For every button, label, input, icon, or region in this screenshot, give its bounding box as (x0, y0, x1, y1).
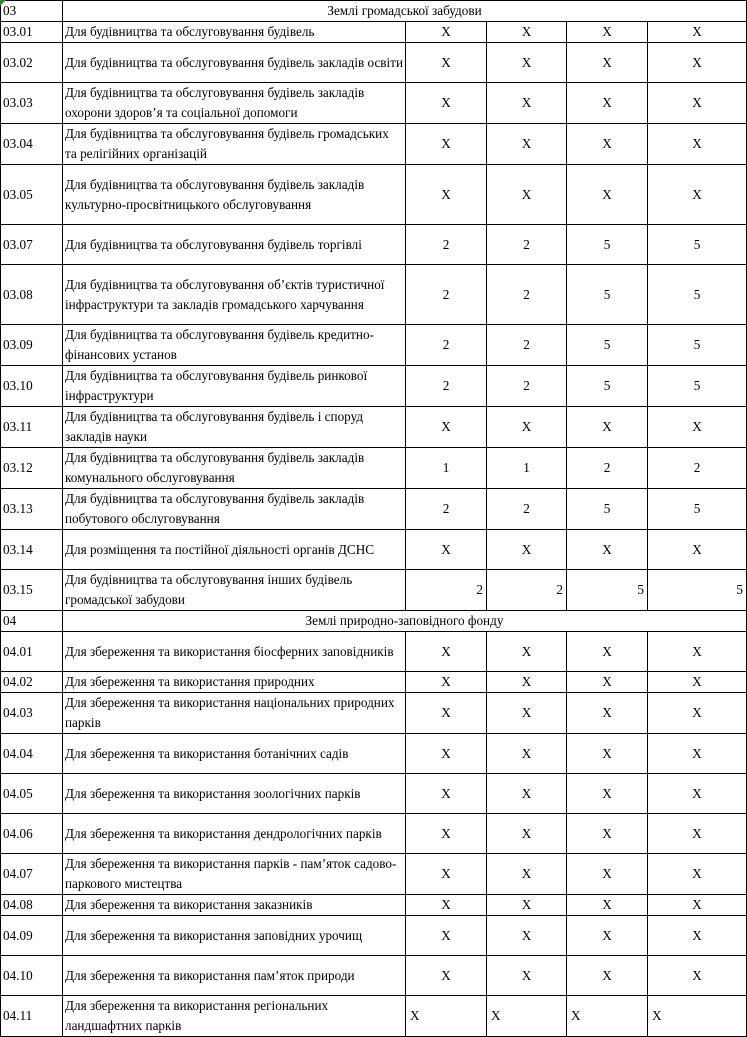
value-cell: X (406, 734, 487, 774)
value-cell: 2 (406, 225, 487, 265)
row-description: Для будівництва та обслуговування будівель закладів побутового обслуговування (63, 489, 406, 530)
value-cell: X (567, 956, 648, 996)
value-cell: X (487, 956, 567, 996)
value-cell: X (567, 165, 648, 225)
table-row (1, 165, 747, 225)
value-cell: X (406, 956, 487, 996)
value-cell: X (648, 124, 747, 165)
value-cell: 2 (487, 265, 567, 325)
value-cell: X (487, 774, 567, 814)
value-cell: X (487, 632, 567, 672)
value-cell: X (406, 672, 487, 693)
row-code: 03.02 (1, 43, 63, 83)
row-description: Для збереження та використання біосферних заповідників (63, 632, 406, 672)
row-description: Для збереження та використання природних (63, 672, 406, 693)
section-title: Землі громадської забудови (63, 1, 747, 22)
value-cell: 2 (487, 570, 567, 611)
value-cell: X (487, 672, 567, 693)
row-description: Для будівництва та обслуговування будівель закладів комунального обслуговування (63, 448, 406, 489)
table-row (1, 672, 747, 693)
table-row (1, 448, 747, 489)
table-row (1, 530, 747, 570)
value-cell: X (648, 996, 747, 1037)
table-row (1, 734, 747, 774)
value-cell: 1 (406, 448, 487, 489)
row-code: 03.04 (1, 124, 63, 165)
row-description: Для будівництва та обслуговування будівель закладів охорони здоров’я та соціальної допомоги (63, 83, 406, 124)
row-code: 04.03 (1, 693, 63, 734)
row-description: Для збереження та використання заказників (63, 895, 406, 916)
value-cell: 5 (648, 265, 747, 325)
value-cell: 2 (406, 570, 487, 611)
value-cell: 2 (648, 448, 747, 489)
row-code: 04.11 (1, 996, 63, 1037)
value-cell: X (648, 734, 747, 774)
value-cell: X (487, 43, 567, 83)
value-cell: X (567, 734, 648, 774)
row-description: Для збереження та використання ботанічних садів (63, 734, 406, 774)
value-cell: X (567, 83, 648, 124)
value-cell: X (406, 916, 487, 956)
row-code: 03.05 (1, 165, 63, 225)
value-cell: X (648, 854, 747, 895)
value-cell: X (487, 407, 567, 448)
value-cell: X (648, 165, 747, 225)
value-cell: X (567, 854, 648, 895)
table-row (1, 854, 747, 895)
value-cell: 2 (487, 366, 567, 407)
value-cell: X (406, 774, 487, 814)
value-cell: X (406, 43, 487, 83)
value-cell: X (487, 165, 567, 225)
value-cell: X (487, 22, 567, 43)
value-cell: X (648, 22, 747, 43)
value-cell: 5 (648, 489, 747, 530)
row-code: 04.06 (1, 814, 63, 854)
table-row (1, 570, 747, 611)
value-cell: X (487, 530, 567, 570)
value-cell: X (487, 916, 567, 956)
row-code: 03.01 (1, 22, 63, 43)
table-row (1, 956, 747, 996)
value-cell: X (406, 407, 487, 448)
table-row (1, 43, 747, 83)
value-cell: X (567, 774, 648, 814)
value-cell: X (648, 774, 747, 814)
row-description: Для будівництва та обслуговування будівель кредитно-фінансових установ (63, 325, 406, 366)
value-cell: X (648, 530, 747, 570)
section-header-row (1, 1, 747, 22)
table-row (1, 916, 747, 956)
section-title: Землі природно-заповідного фонду (63, 611, 747, 632)
value-cell: 5 (567, 325, 648, 366)
value-cell: X (567, 124, 648, 165)
value-cell: X (406, 124, 487, 165)
value-cell: 5 (567, 225, 648, 265)
row-code: 04.08 (1, 895, 63, 916)
value-cell: 5 (648, 570, 747, 611)
value-cell: 5 (567, 489, 648, 530)
table-row (1, 265, 747, 325)
section-header-row (1, 611, 747, 632)
value-cell: X (406, 814, 487, 854)
value-cell: X (406, 996, 487, 1037)
value-cell: X (487, 124, 567, 165)
value-cell: X (487, 734, 567, 774)
value-cell: 5 (648, 366, 747, 407)
value-cell: X (648, 83, 747, 124)
value-cell: X (567, 693, 648, 734)
value-cell: 5 (648, 325, 747, 366)
value-cell: X (567, 814, 648, 854)
value-cell: X (406, 632, 487, 672)
table-row (1, 22, 747, 43)
row-description: Для будівництва та обслуговування інших будівель громадської забудови (63, 570, 406, 611)
row-description: Для будівництва та обслуговування будівель закладів освіти (63, 43, 406, 83)
row-code: 03.12 (1, 448, 63, 489)
row-code: 03.14 (1, 530, 63, 570)
row-code: 03.11 (1, 407, 63, 448)
value-cell: X (487, 814, 567, 854)
value-cell: X (406, 22, 487, 43)
row-description: Для будівництва та обслуговування будівель ринкової інфраструктури (63, 366, 406, 407)
value-cell: 5 (567, 570, 648, 611)
value-cell: X (648, 632, 747, 672)
value-cell: 1 (487, 448, 567, 489)
row-code: 04.10 (1, 956, 63, 996)
cell-error-indicator (0, 0, 6, 6)
value-cell: X (406, 83, 487, 124)
value-cell: X (648, 693, 747, 734)
value-cell: X (567, 672, 648, 693)
value-cell: X (567, 530, 648, 570)
table-row (1, 83, 747, 124)
table-row (1, 996, 747, 1037)
row-description: Для будівництва та обслуговування будівель закладів культурно-просвітницького обслуговування (63, 165, 406, 225)
value-cell: 2 (487, 225, 567, 265)
value-cell: 2 (406, 325, 487, 366)
section-code: 04 (1, 611, 63, 632)
value-cell: 2 (487, 489, 567, 530)
row-description: Для збереження та використання заповідних урочищ (63, 916, 406, 956)
row-code: 03.08 (1, 265, 63, 325)
value-cell: X (487, 854, 567, 895)
table-row (1, 693, 747, 734)
value-cell: 2 (406, 265, 487, 325)
table-row (1, 774, 747, 814)
value-cell: 5 (567, 265, 648, 325)
row-description: Для будівництва та обслуговування будівель (63, 22, 406, 43)
value-cell: X (648, 672, 747, 693)
row-code: 04.04 (1, 734, 63, 774)
value-cell: 2 (406, 366, 487, 407)
value-cell: X (406, 895, 487, 916)
value-cell: X (648, 895, 747, 916)
table-row (1, 366, 747, 407)
row-description: Для будівництва та обслуговування будівель і споруд закладів науки (63, 407, 406, 448)
table-row (1, 489, 747, 530)
value-cell: X (567, 22, 648, 43)
value-cell: X (648, 43, 747, 83)
table-row (1, 895, 747, 916)
value-cell: 2 (567, 448, 648, 489)
row-code: 04.01 (1, 632, 63, 672)
row-code: 04.07 (1, 854, 63, 895)
row-code: 04.09 (1, 916, 63, 956)
row-code: 03.07 (1, 225, 63, 265)
table-row (1, 124, 747, 165)
value-cell: 5 (567, 366, 648, 407)
value-cell: X (487, 693, 567, 734)
row-code: 03.09 (1, 325, 63, 366)
value-cell: X (648, 956, 747, 996)
table-row (1, 225, 747, 265)
value-cell: X (406, 854, 487, 895)
row-code: 03.03 (1, 83, 63, 124)
value-cell: X (406, 165, 487, 225)
table-row (1, 325, 747, 366)
row-description: Для розміщення та постійної діяльності органів ДСНС (63, 530, 406, 570)
row-code: 03.10 (1, 366, 63, 407)
value-cell: X (406, 530, 487, 570)
table-row (1, 632, 747, 672)
row-code: 04.05 (1, 774, 63, 814)
row-description: Для збереження та використання парків - пам’яток садово-паркового мистецтва (63, 854, 406, 895)
row-description: Для будівництва та обслуговування об’єктів туристичної інфраструктури та закладів громадського харчування (63, 265, 406, 325)
value-cell: X (567, 407, 648, 448)
value-cell: X (567, 996, 648, 1037)
table-row (1, 814, 747, 854)
section-code: 03 (1, 1, 63, 22)
table-row (1, 407, 747, 448)
row-description: Для збереження та використання зоологічних парків (63, 774, 406, 814)
row-description: Для збереження та використання національних природних парків (63, 693, 406, 734)
row-description: Для збереження та використання дендрологічних парків (63, 814, 406, 854)
value-cell: X (567, 43, 648, 83)
value-cell: X (648, 407, 747, 448)
row-code: 04.02 (1, 672, 63, 693)
value-cell: X (648, 814, 747, 854)
value-cell: X (567, 632, 648, 672)
row-description: Для збереження та використання регіональних ландшафтних парків (63, 996, 406, 1037)
value-cell: X (487, 996, 567, 1037)
value-cell: X (487, 895, 567, 916)
value-cell: X (487, 83, 567, 124)
row-description: Для будівництва та обслуговування будівель громадських та релігійних організацій (63, 124, 406, 165)
value-cell: X (567, 895, 648, 916)
row-code: 03.13 (1, 489, 63, 530)
value-cell: 2 (487, 325, 567, 366)
value-cell: 5 (648, 225, 747, 265)
value-cell: X (406, 693, 487, 734)
value-cell: X (648, 916, 747, 956)
row-code: 03.15 (1, 570, 63, 611)
row-description: Для збереження та використання пам’яток природи (63, 956, 406, 996)
row-description: Для будівництва та обслуговування будівель торгівлі (63, 225, 406, 265)
value-cell: X (567, 916, 648, 956)
value-cell: 2 (406, 489, 487, 530)
